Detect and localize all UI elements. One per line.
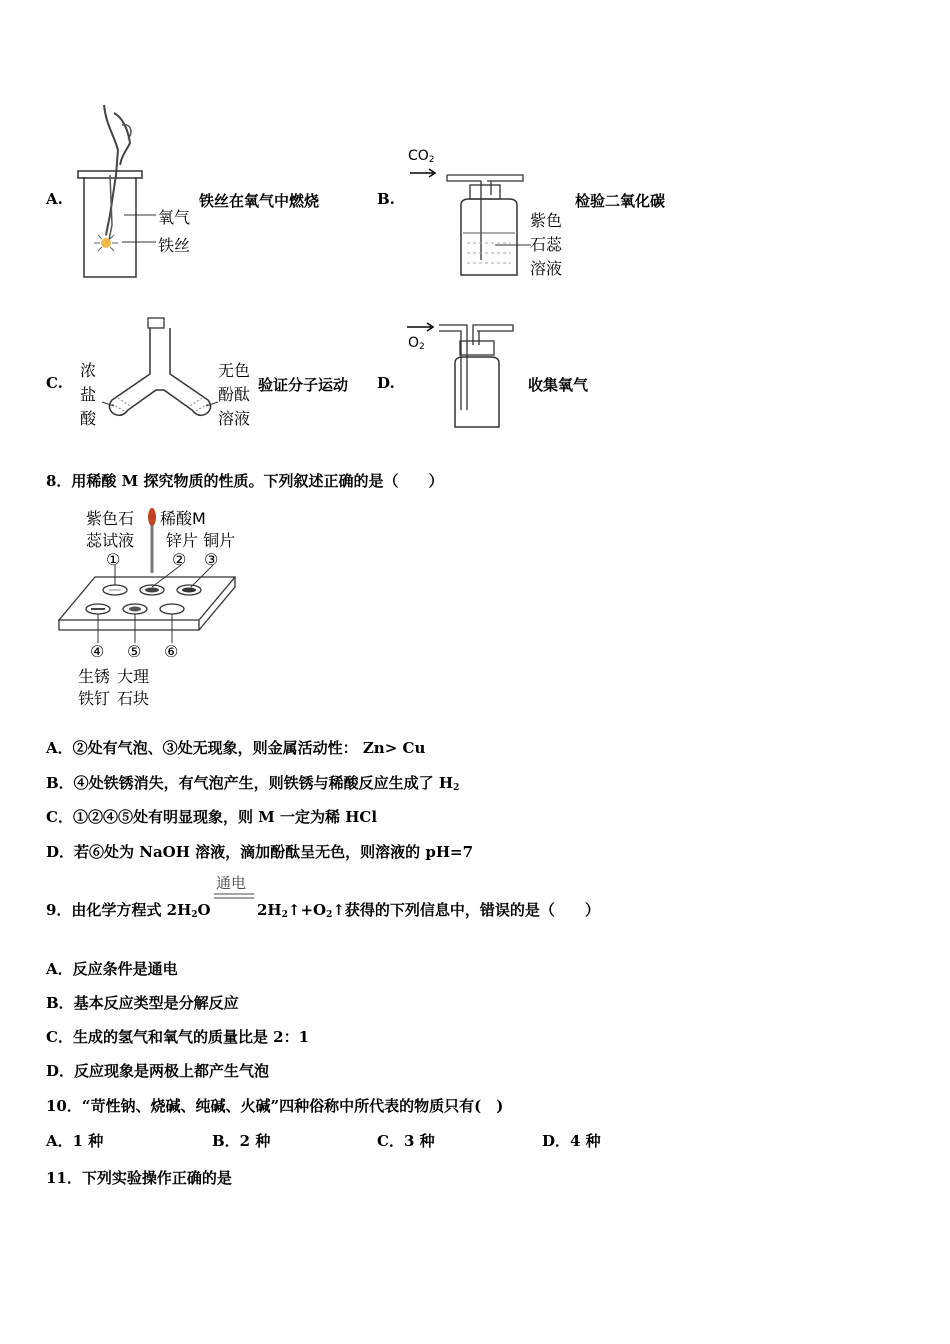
electrolysis-condition: 通电	[216, 874, 247, 892]
phenolphthalein-label-2: 酚酞	[218, 385, 251, 404]
q9-option-b[interactable]: B．基本反应类型是分解反应	[46, 994, 239, 1012]
q9-option-d[interactable]: D．反应现象是两极上都产生气泡	[46, 1062, 270, 1080]
o2-label: $O_2$	[408, 335, 425, 352]
well-3-number: ③	[204, 550, 219, 569]
q7-option-d-caption: 收集氧气	[528, 376, 589, 394]
phenolphthalein-label-3: 溶液	[218, 409, 251, 428]
conc-hcl-label-2: 盐	[80, 385, 97, 404]
iron-wire-label: 铁丝	[158, 236, 191, 255]
rusty-nail-label-2: 铁钉	[78, 689, 111, 708]
q11-stem: 11．下列实验操作正确的是	[46, 1169, 232, 1187]
spot-plate-figure	[55, 505, 245, 655]
q9-stem: 9．由化学方程式 $2H_2O$	[46, 901, 211, 920]
q9-option-c[interactable]: C．生成的氢气和氧气的质量比是 2：1	[46, 1028, 310, 1046]
q7-option-d-letter: D.	[377, 374, 395, 392]
q8-option-b[interactable]: B．④处铁锈消失，有气泡产生，则铁锈与稀酸反应生成了 $H_2$	[46, 774, 460, 793]
phenolphthalein-label-1: 无色	[218, 361, 251, 380]
q7-option-b-letter: B.	[377, 190, 395, 208]
q7-option-c-letter: C.	[46, 374, 63, 392]
litmus-label-3: 溶液	[530, 259, 563, 278]
zinc-copper-label: 锌片 铜片	[166, 531, 236, 550]
marble-label-1: 大理	[117, 667, 150, 686]
well-5-number: ⑤	[127, 642, 142, 661]
rusty-nail-label-1: 生锈	[78, 667, 111, 686]
dilute-acid-label: 稀酸M	[160, 509, 206, 528]
litmus-label-line1: 紫色石	[86, 509, 135, 528]
q10-stem: 10．“苛性钠、烧碱、纯碱、火碱”四种俗称中所代表的物质只有( )	[46, 1097, 504, 1115]
litmus-label-2: 石蕊	[530, 235, 563, 254]
oxygen-label: 氧气	[158, 208, 191, 227]
q10-option-c[interactable]: C．3 种	[377, 1132, 435, 1150]
marble-label-2: 石块	[117, 689, 150, 708]
q8-option-d[interactable]: D．若⑥处为 NaOH 溶液，滴加酚酞呈无色，则溶液的 pH=7	[46, 843, 474, 861]
q7-option-c-caption: 验证分子运动	[258, 376, 349, 394]
q9-stem-continued: $2H_2↑+O_2↑$获得的下列信息中，错误的是（ ）	[257, 901, 600, 920]
litmus-label-line2: 蕊试液	[86, 531, 135, 550]
q8-option-a[interactable]: A．②处有气泡、③处无现象，则金属活动性： Zn> Cu	[46, 739, 426, 757]
oxygen-collection-bottle-figure	[405, 315, 525, 435]
well-4-number: ④	[90, 642, 105, 661]
q7-option-a-letter: A.	[46, 190, 63, 208]
litmus-label-1: 紫色	[530, 211, 563, 230]
q9-option-a[interactable]: A．反应条件是通电	[46, 960, 178, 978]
q7-option-a-caption: 铁丝在氧气中燃烧	[199, 192, 320, 210]
well-6-number: ⑥	[164, 642, 179, 661]
equation-equals-sign	[214, 893, 254, 901]
q10-option-b[interactable]: B．2 种	[212, 1132, 271, 1150]
conc-hcl-label-1: 浓	[80, 361, 97, 380]
conc-hcl-label-3: 酸	[80, 409, 97, 428]
y-shaped-tube-figure	[100, 312, 220, 422]
q8-option-c[interactable]: C．①②④⑤处有明显现象，则 M 一定为稀 HCl	[46, 808, 378, 826]
well-2-number: ②	[172, 550, 187, 569]
q8-stem: 8．用稀酸 M 探究物质的性质。下列叙述正确的是（ ）	[46, 472, 444, 490]
well-1-number: ①	[106, 550, 121, 569]
co2-label: $CO_2$	[408, 148, 435, 165]
q10-option-a[interactable]: A．1 种	[46, 1132, 104, 1150]
q7-option-b-caption: 检验二氧化碳	[575, 192, 666, 210]
iron-wire-combustion-figure	[70, 95, 200, 285]
q10-option-d[interactable]: D．4 种	[542, 1132, 601, 1150]
